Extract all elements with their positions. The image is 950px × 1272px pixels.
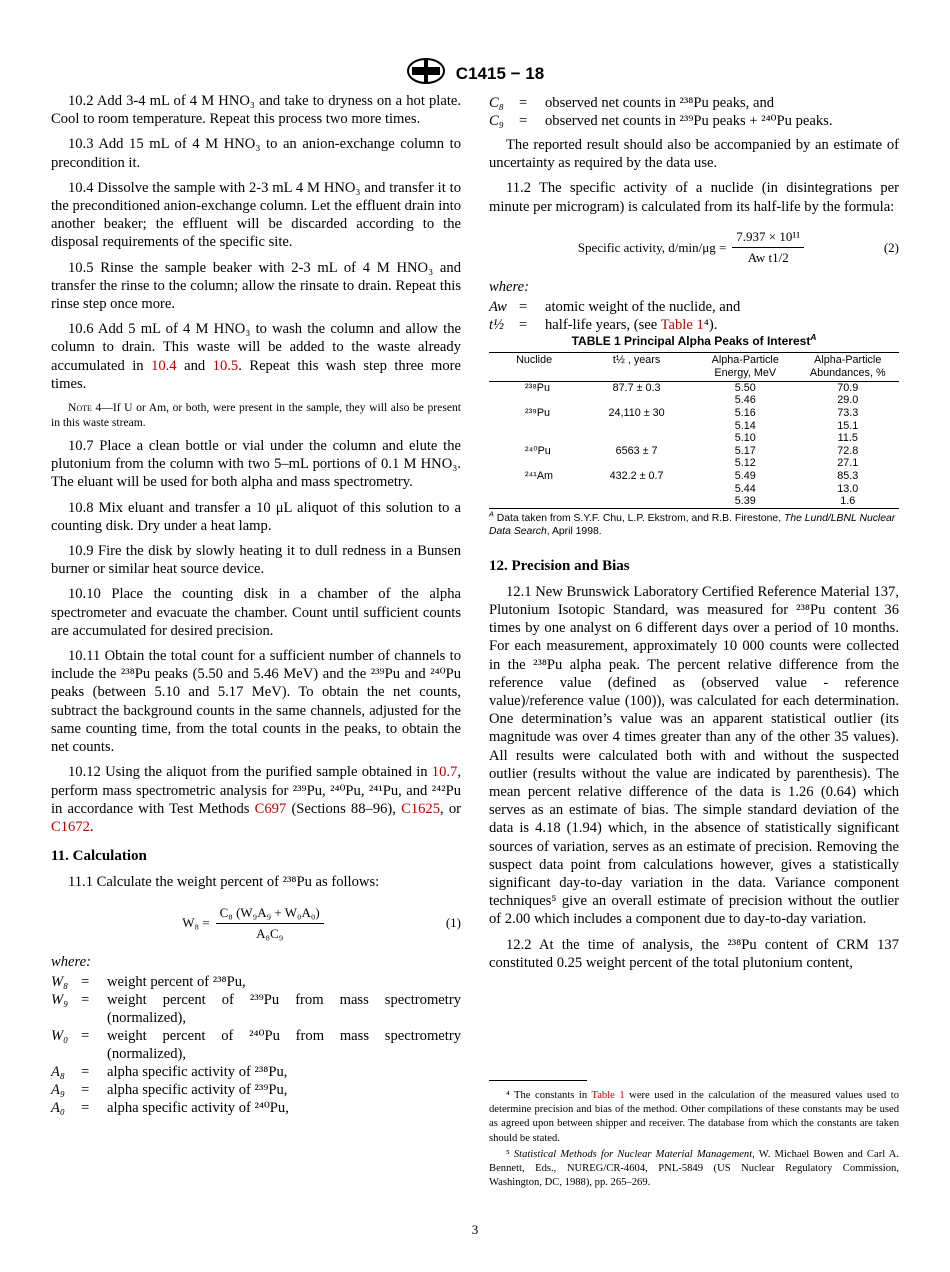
column-header: Alpha-Particle Energy, MeV	[694, 352, 797, 381]
table-cell: 5.10	[734, 432, 756, 445]
where-label: where:	[51, 954, 91, 971]
table-row	[489, 483, 899, 496]
table-cell: ²⁴⁰Pu	[525, 444, 551, 457]
link-10-7[interactable]: 10.7	[431, 764, 458, 781]
table-cell: 5.14	[734, 419, 756, 432]
table-cell: 87.7 ± 0.3	[612, 381, 661, 394]
table-cell: 5.16	[734, 407, 756, 419]
table-cell	[489, 483, 579, 496]
equation-1-lhs: W₈ =	[182, 915, 210, 931]
equation-1-fraction	[216, 905, 324, 942]
table-cell: 1.6	[796, 495, 899, 508]
right-column	[489, 92, 899, 979]
column-header: Nuclide	[489, 352, 579, 381]
table-cell: 29.0	[837, 394, 859, 407]
equation-2-numerator: 7.937 × 10¹¹	[732, 229, 804, 248]
table-row	[489, 457, 899, 470]
definition-item: C₉ = observed net counts in ²³⁹Pu peaks + ²⁴⁰Pu peaks.	[489, 113, 833, 129]
definitions-list-continued	[489, 94, 899, 130]
definition-item: A₀ = alpha specific activity of ²⁴⁰Pu,	[51, 1100, 289, 1117]
table-1-footnote: $^A$ Data taken from S.Y.F. Chu, L.P. Ekstrom, and R.B. Firestone, The Lund/LBNL Nuclear Data Search, April 1998.	[489, 509, 896, 537]
document-id: C1415 − 18	[455, 63, 545, 83]
equation-2-number: (2)	[883, 239, 899, 255]
table-cell: 85.3	[837, 469, 859, 482]
table-cell: 11.5	[837, 432, 858, 445]
table-cell: 5.49	[734, 469, 756, 482]
table-row	[489, 470, 899, 483]
table-row	[489, 407, 899, 420]
definitions-list	[51, 973, 461, 1117]
paragraph-10-5: 10.5 Rinse the sample beaker with 2-3 mL of 4 M HNO₃ and transfer the rinse to the column; allow the rinsate to drain. Repeat this rinse step once more.	[51, 259, 461, 313]
table-cell: 70.9	[837, 381, 859, 394]
footnote-divider	[489, 1080, 587, 1081]
table-row	[489, 420, 899, 433]
equation-2-fraction	[732, 229, 804, 266]
table-1	[489, 352, 899, 509]
column-header: t½ , years	[579, 352, 694, 381]
left-column	[51, 92, 461, 1117]
table-cell: 6563 ± 7	[615, 444, 658, 457]
table-cell	[579, 495, 694, 508]
table-cell	[579, 394, 694, 407]
table-cell	[579, 457, 694, 470]
footnotes	[489, 1080, 899, 1192]
equation-2-lhs: Specific activity, d/min/μg =	[577, 239, 727, 255]
paragraph-10-7: 10.7 Place a clean bottle or vial under the column and elute the plutonium from the column with two 5–mL portions of 0.1 M HNO₃. The eluant will be used for both alpha and mass spectrometry.	[51, 438, 461, 491]
equation-1-number: (1)	[445, 915, 461, 931]
definition-item: A₉ = alpha specific activity of ²³⁹Pu,	[51, 1082, 288, 1099]
table-cell: 5.12	[734, 457, 756, 470]
table-cell: 15.1	[837, 419, 859, 432]
paragraph-10-12: 10.12 Using the aliquot from the purified sample obtained in 10.7, perform mass spectrometric analysis for ²³⁹Pu, ²⁴⁰Pu, ²⁴¹Pu, and ²⁴²Pu in accordance with Test Methods C697 (Sections 88–96), C1625, or C1672.	[51, 764, 461, 835]
link-c1672[interactable]: C1672	[51, 818, 90, 835]
note-4: Note 4—If U or Am, or both, were present in the sample, they will also be present in this waste stream.	[51, 401, 461, 430]
table-cell: 5.17	[734, 444, 756, 457]
table-cell	[489, 457, 579, 470]
footnote-5: ⁵ Statistical Methods for Nuclear Material Management, W. Michael Bowen and Carl A. Bennett, Eds., NUREG/CR-4604, PNL-5849 (US Nuclear Regulatory Commission, Washington, DC, 1988), pp. 265–269.	[489, 1148, 899, 1189]
table-cell	[489, 420, 579, 433]
paragraph-10-9: 10.9 Fire the disk by slowly heating it to dull redness in a Bunsen burner or similar heat source device.	[51, 543, 461, 578]
equation-1	[51, 898, 461, 948]
definition-item: W₈ = weight percent of ²³⁸Pu,	[51, 974, 246, 991]
paragraph-11-1: 11.1 Calculate the weight percent of ²³⁸Pu as follows:	[68, 874, 380, 891]
definition-item: t½ = half-life years, (see Table 1⁴).	[489, 316, 718, 333]
definitions-list-2	[489, 298, 899, 334]
table-cell: 432.2 ± 0.7	[609, 469, 664, 482]
table-cell: ²³⁸Pu	[525, 381, 550, 394]
table-cell: ²³⁹Pu	[525, 407, 551, 419]
table-cell: 24,110 ± 30	[608, 407, 665, 419]
link-table-1-footnote[interactable]: Table 1	[591, 1090, 625, 1101]
definition-item: W₉ = weight percent of ²³⁹Pu from mass spectrometry (normalized),	[51, 992, 461, 1027]
table-cell: 5.46	[734, 394, 756, 407]
link-10-4[interactable]: 10.4	[151, 357, 177, 374]
definition-item: C₈ = observed net counts in ²³⁸Pu peaks, and	[489, 95, 775, 111]
table-cell: 27.1	[837, 457, 859, 470]
table-cell	[579, 432, 694, 445]
link-10-5[interactable]: 10.5	[212, 357, 239, 374]
paragraph-10-3: 10.3 Add 15 mL of 4 M HNO₃ to an anion-exchange column to precondition it.	[51, 136, 461, 171]
definition-item: A₈ = alpha specific activity of ²³⁸Pu,	[51, 1064, 288, 1081]
table-cell: 5.50	[734, 381, 756, 394]
paragraph-report-uncertainty: The reported result should also be accompanied by an estimate of uncertainty as required by the data use.	[489, 137, 899, 172]
link-c1625[interactable]: C1625	[401, 800, 441, 817]
paragraph-10-4: 10.4 Dissolve the sample with 2-3 mL 4 M HNO₃ and transfer it to the preconditioned anion-exchange column. Let the effluent drain into another beaker; the effluent will be discarded according to the disposal requirements of the specific site.	[51, 179, 461, 251]
equation-2	[489, 223, 899, 273]
table-cell: ²⁴¹Am	[525, 469, 554, 482]
equation-2-denominator: Aw t1/2	[747, 250, 789, 266]
table-1-title: TABLE 1 Principal Alpha Peaks of Interest$^A$	[571, 331, 817, 348]
link-c697[interactable]: C697	[254, 800, 287, 817]
definition-item: Aw = atomic weight of the nuclide, and	[489, 298, 741, 315]
paragraph-10-11: 10.11 Obtain the total count for a sufficient number of channels to include the ²³⁸Pu peaks (5.50 and 5.46 MeV) and the ²³⁹Pu and ²⁴⁰Pu peaks (between 5.10 and 5.17 MeV). To obtain the net counts, subtract the background counts in the same channels, adjusted for the same counting time, from the total counts in the peaks, to obtain the net counts.	[51, 648, 461, 756]
table-row	[489, 432, 899, 445]
table-row	[489, 394, 899, 407]
page-header	[0, 58, 950, 89]
column-header: Alpha-Particle Abundances, %	[796, 352, 899, 381]
table-cell	[489, 495, 579, 508]
table-cell	[489, 394, 579, 407]
table-cell	[489, 432, 579, 445]
table-cell: 13.0	[837, 482, 859, 495]
equation-1-denominator: A₈C₉	[256, 925, 284, 941]
paragraph-11-2: 11.2 The specific activity of a nuclide (in disintegrations per minute per microgram) is calculated from its half-life by the formula:	[489, 180, 899, 215]
paragraph-12-1: 12.1 New Brunswick Laboratory Certified Reference Material 137, Plutonium Isotopic Standard, was measured for ²³⁸Pu content 36 times by one analyst on 6 different days over a period of 10 months. For each measurement, approximately 10 000 counts were collected in the ²³⁸Pu alpha peak. The percent relative difference from the reference value (defined as (observed value - reference value)/reference value (100)), was calculated for each determination. One determination’s value was an apparent statistical outlier (its magnitude was over 4 times greater than any of the other 35 values). All results were calculated both with and without the suspected outlier (results without the value are indicated by parenthesis). The mean percent relative difference of the data is 1.26 (0.64) which serves as an estimate of bias. The simple standard deviation of the data is 4.18 (1.94) which, in the absence of statistically significant sources of variation, serves as an estimate of precision. Removing the suspect data point from calculations however, gives a statistically significant day-to-day variation in the data. Variance component techniques⁵ give an overall estimate of precision without the outlier of 2.00 which includes a component due to day-to-day variation.	[489, 583, 899, 928]
table-cell: 5.39	[694, 495, 797, 508]
footnote-4: ⁴ The constants in Table 1 were used in the calculation of the measured values used to determine precision and bias of the method. Other compilations of these constants may be used as agreed upon between shipper and receiver. The database from which the constants are taken should be stated.	[489, 1090, 899, 1144]
definition-item: W₀ = weight percent of ²⁴⁰Pu from mass spectrometry (normalized),	[51, 1028, 461, 1063]
astm-logo-icon	[406, 58, 446, 89]
link-table-1[interactable]: Table 1	[660, 316, 704, 333]
table-row	[489, 381, 899, 394]
paragraph-10-2: 10.2 Add 3-4 mL of 4 M HNO₃ and take to dryness on a hot plate. Cool to room temperature. Repeat this process two more times.	[51, 93, 461, 128]
table-cell: 72.8	[837, 444, 859, 457]
equation-1-numerator: C₈ (W₉A₉ + W₀A₀)	[216, 905, 324, 924]
section-12-heading: 12. Precision and Bias	[489, 557, 630, 574]
paragraph-10-8: 10.8 Mix eluant and transfer a 10 μL aliquot of this solution to a counting disk. Dry under a heat lamp.	[51, 499, 461, 534]
table-cell	[579, 483, 694, 496]
paragraph-10-6: 10.6 Add 5 mL of 4 M HNO₃ to wash the column and allow the column to drain. This waste will be added to the waste already accumulated in 10.4 and 10.5. Repeat this wash step three more times.	[51, 321, 462, 392]
table-cell	[579, 420, 694, 433]
table-cell: 5.44	[734, 482, 756, 495]
where-label-2: where:	[489, 278, 529, 295]
table-row	[489, 495, 899, 508]
paragraph-12-2: 12.2 At the time of analysis, the ²³⁸Pu content of CRM 137 constituted 0.25 weight percent of the total plutonium content,	[489, 936, 899, 971]
table-cell: 73.3	[837, 407, 859, 419]
page-number: 3	[471, 1222, 479, 1237]
paragraph-10-10: 10.10 Place the counting disk in a chamber of the alpha spectrometer and evacuate the chamber. Count until sufficient counts are accumulated for desired precision.	[51, 586, 461, 639]
table-row	[489, 445, 899, 458]
section-11-heading: 11. Calculation	[51, 848, 147, 865]
